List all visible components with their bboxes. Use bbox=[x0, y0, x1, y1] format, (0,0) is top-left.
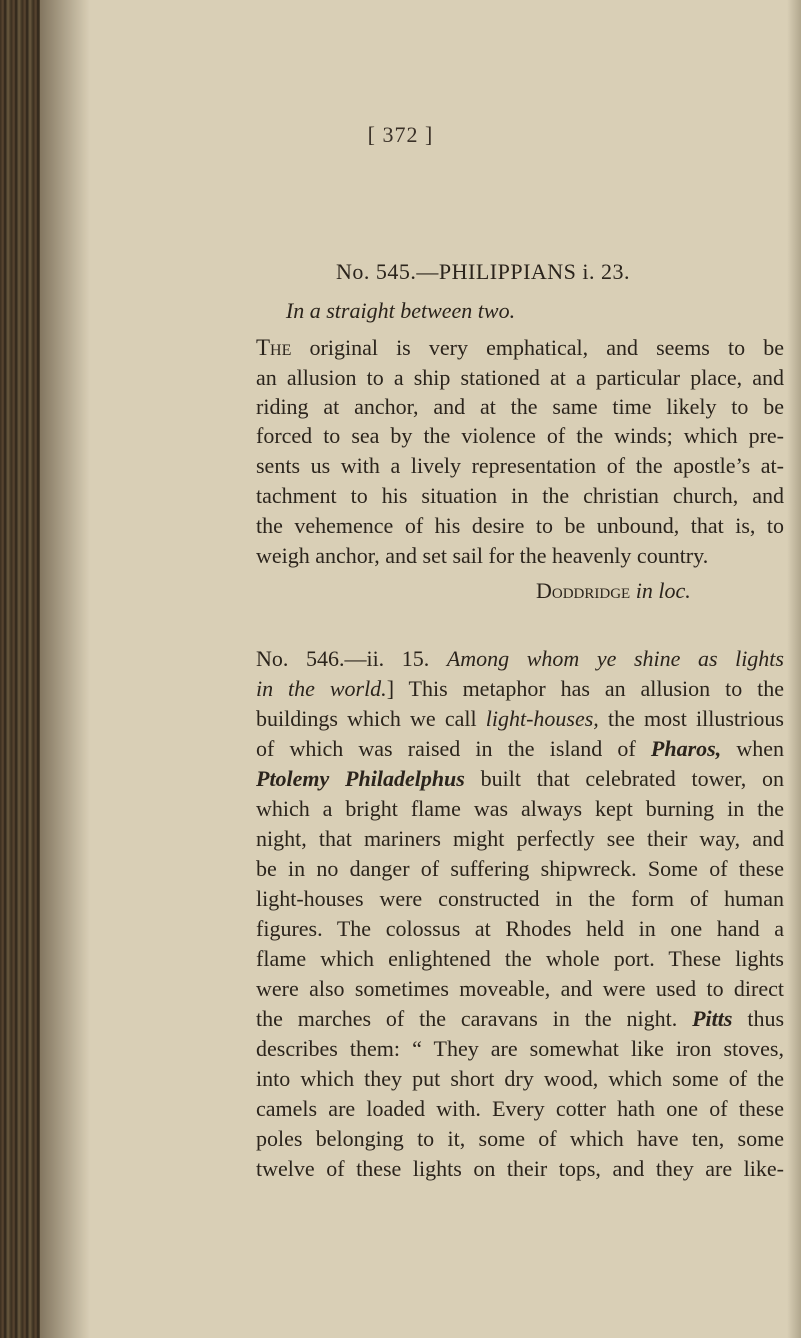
entry-545-heading: No. 545.—PHILIPPIANS i. 23. bbox=[336, 259, 631, 284]
entry-546-line-2: in the world.] This metaphor has an allusion to the bbox=[256, 676, 784, 701]
entry-545-line-5: sents us with a lively representation of the apostle’s at- bbox=[256, 453, 784, 478]
page-number: [ 372 ] bbox=[367, 122, 434, 147]
entry-546-line-5: Ptolemy Philadelphus built that celebrated tower, on bbox=[256, 766, 784, 791]
gutter-shadow bbox=[40, 0, 90, 1338]
entry-545-line-8: weigh anchor, and set sail for the heavenly country. bbox=[256, 543, 709, 568]
book-binding bbox=[0, 0, 40, 1338]
entry-546-line-12: were also sometimes moveable, and were used to direct bbox=[256, 976, 784, 1001]
entry-546-line-11: flame which enlightened the whole port. These lights bbox=[256, 946, 784, 971]
entry-545-attribution: Doddridge in loc. bbox=[536, 578, 691, 603]
entry-546-line-3: buildings which we call light-houses, the most illustrious bbox=[256, 706, 784, 731]
entry-545-line-3: riding at anchor, and at the same time likely to be bbox=[256, 394, 784, 419]
entry-546-line-4: of which was raised in the island of Pharos, when bbox=[256, 736, 785, 761]
entry-545-line-1: The original is very emphatical, and seems to be bbox=[256, 335, 784, 360]
entry-546-line-15: into which they put short dry wood, which some of the bbox=[256, 1066, 784, 1091]
entry-545-line-2: an allusion to a ship stationed at a particular place, and bbox=[256, 365, 784, 390]
drop-word: The bbox=[256, 335, 292, 360]
entry-546-line-13: the marches of the caravans in the night. Pitts thus bbox=[256, 1006, 785, 1031]
entry-546-line-1: No. 546.—ii. 15. Among whom ye shine as lights bbox=[256, 646, 784, 671]
entry-546-line-18: twelve of these lights on their tops, and they are like- bbox=[256, 1156, 784, 1181]
entry-545-line-7: the vehemence of his desire to be unbound, that is, to bbox=[256, 513, 784, 538]
entry-546-line-8: be in no danger of suffering shipwreck. Some of these bbox=[256, 856, 784, 881]
entry-545-subheading: In a straight between two. bbox=[285, 298, 516, 323]
entry-545-line-6: tachment to his situation in the christian church, and bbox=[256, 483, 784, 508]
page-edge bbox=[787, 0, 801, 1338]
entry-546-line-14: describes them: “ They are somewhat like iron stoves, bbox=[256, 1036, 784, 1061]
entry-546-line-16: camels are loaded with. Every cotter hath one of these bbox=[256, 1096, 784, 1121]
entry-546-line-10: figures. The colossus at Rhodes held in one hand a bbox=[256, 916, 784, 941]
entry-545-line-4: forced to sea by the violence of the winds; which pre- bbox=[256, 423, 784, 448]
entry-546-line-17: poles belonging to it, some of which have ten, some bbox=[256, 1126, 784, 1151]
entry-546-line-9: light-houses were constructed in the form of human bbox=[256, 886, 784, 911]
entry-546-line-6: which a bright flame was always kept burning in the bbox=[256, 796, 784, 821]
entry-546-line-7: night, that mariners might perfectly see their way, and bbox=[256, 826, 784, 851]
